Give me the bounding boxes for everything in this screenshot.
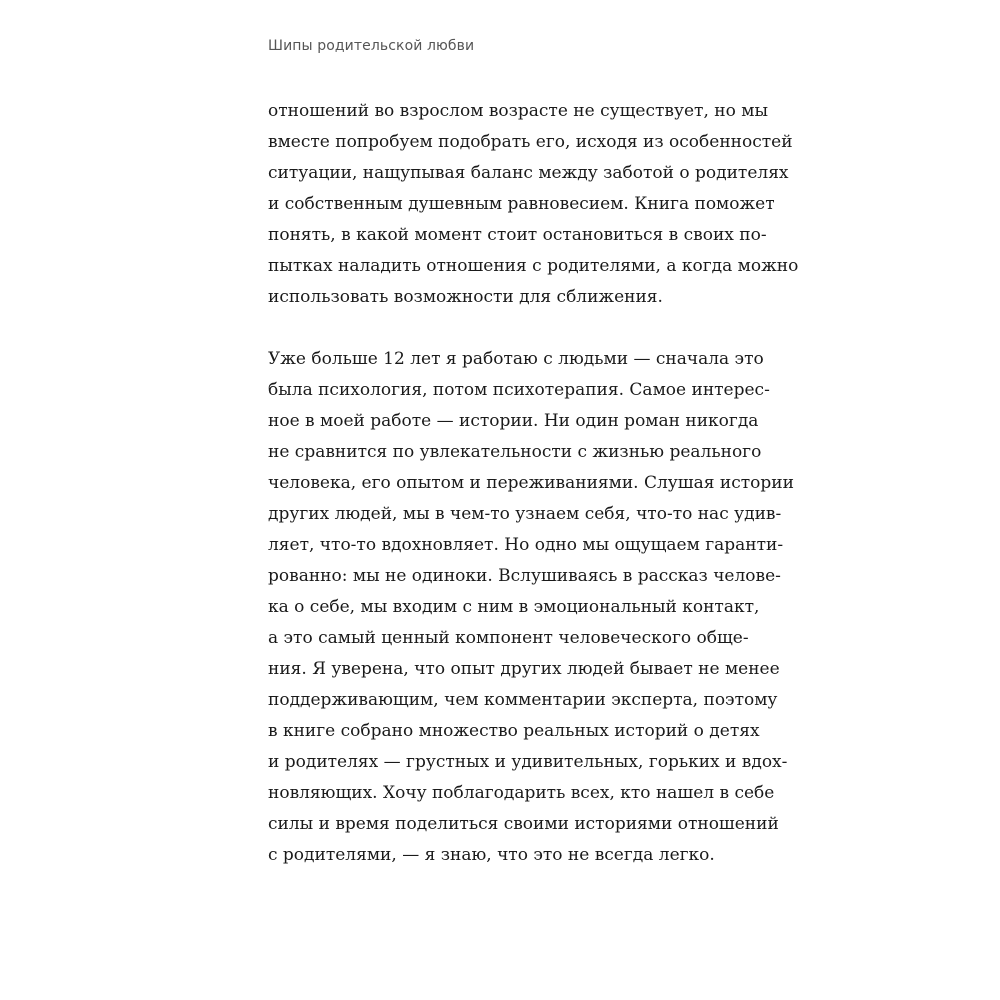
text-line: ляет, что-то вдохновляет. Но одно мы ощущаем гаранти- — [268, 535, 784, 555]
text-line: и родителях — грустных и удивительных, горьких и вдох- — [268, 752, 788, 772]
text-line: ситуации, нащупывая баланс между заботой о родителях — [268, 163, 789, 183]
text-line: ка о себе, мы входим с ним в эмоциональный контакт, — [268, 597, 760, 617]
text-line: других людей, мы в чем-то узнаем себя, что-то нас удив- — [268, 504, 782, 524]
text-line: рованно: мы не одиноки. Вслушиваясь в рассказ челове- — [268, 566, 781, 586]
paragraph-2 — [268, 344, 794, 871]
text-line: силы и время поделиться своими историями отношений — [268, 814, 779, 834]
text-line: ния. Я уверена, что опыт других людей бывает не менее — [268, 659, 780, 679]
text-line: новляющих. Хочу поблагодарить всех, кто нашел в себе — [268, 783, 775, 803]
text-line: с родителями, — я знаю, что это не всегда легко. — [268, 845, 715, 865]
text-line: понять, в какой момент стоит остановиться в своих по- — [268, 225, 767, 245]
paragraph-1 — [268, 96, 799, 313]
text-line: человека, его опытом и переживаниями. Слушая истории — [268, 473, 794, 493]
text-line: Уже больше 12 лет я работаю с людьми — сначала это — [268, 349, 764, 369]
text-line: была психология, потом психотерапия. Самое интерес- — [268, 380, 770, 400]
text-line: не сравнится по увлекательности с жизнью реального — [268, 442, 762, 462]
text-line: в книге собрано множество реальных историй о детях — [268, 721, 760, 741]
text-line: пытках наладить отношения с родителями, а когда можно — [268, 256, 799, 276]
paragraph-spacer — [268, 313, 735, 344]
text-line: использовать возможности для сближения. — [268, 287, 663, 307]
text-line: а это самый ценный компонент человеческого обще- — [268, 628, 749, 648]
text-line: ное в моей работе — истории. Ни один роман никогда — [268, 411, 759, 431]
text-line: отношений во взрослом возрасте не существует, но мы — [268, 101, 768, 121]
body-text — [268, 96, 799, 871]
text-line: поддерживающим, чем комментарии эксперта, поэтому — [268, 690, 778, 710]
text-line: вместе попробуем подобрать его, исходя из особенностей — [268, 132, 793, 152]
running-head-title: Шипы родительской любви — [268, 38, 475, 54]
text-line: и собственным душевным равновесием. Книга поможет — [268, 194, 775, 214]
